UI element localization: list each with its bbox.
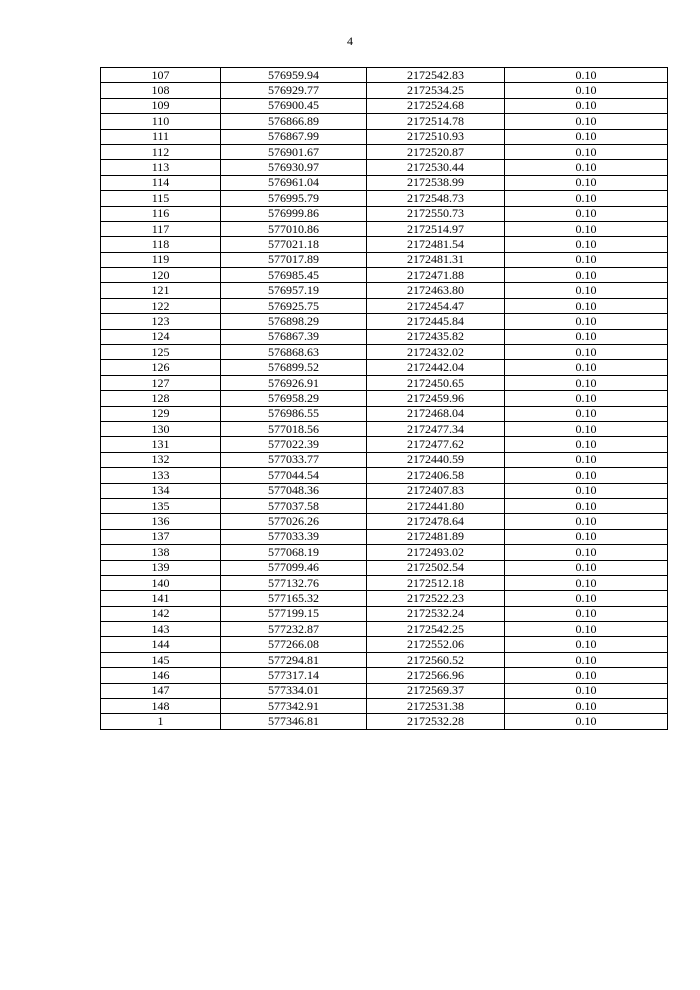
table-row [101, 421, 668, 436]
table-row [101, 98, 668, 113]
x-coordinate-cell: 577099.46 [221, 560, 367, 575]
x-coordinate-cell: 576925.75 [221, 298, 367, 313]
value-cell: 0.10 [505, 314, 668, 329]
value-cell: 0.10 [505, 237, 668, 252]
table-row [101, 144, 668, 159]
x-coordinate-cell: 576957.19 [221, 283, 367, 298]
value-cell: 0.10 [505, 329, 668, 344]
point-number-cell: 1 [101, 714, 221, 729]
table-row [101, 652, 668, 667]
table-row [101, 283, 668, 298]
point-number-cell: 115 [101, 191, 221, 206]
point-number-cell: 136 [101, 514, 221, 529]
point-number-cell: 146 [101, 668, 221, 683]
y-coordinate-cell: 2172442.04 [367, 360, 505, 375]
value-cell: 0.10 [505, 560, 668, 575]
y-coordinate-cell: 2172552.06 [367, 637, 505, 652]
point-number-cell: 139 [101, 560, 221, 575]
x-coordinate-cell: 576898.29 [221, 314, 367, 329]
x-coordinate-cell: 577199.15 [221, 606, 367, 621]
y-coordinate-cell: 2172471.88 [367, 268, 505, 283]
x-coordinate-cell: 577033.77 [221, 452, 367, 467]
x-coordinate-cell: 576926.91 [221, 375, 367, 390]
y-coordinate-cell: 2172530.44 [367, 160, 505, 175]
value-cell: 0.10 [505, 375, 668, 390]
value-cell: 0.10 [505, 514, 668, 529]
point-number-cell: 108 [101, 83, 221, 98]
x-coordinate-cell: 577018.56 [221, 421, 367, 436]
y-coordinate-cell: 2172542.25 [367, 622, 505, 637]
table-row [101, 360, 668, 375]
x-coordinate-cell: 577021.18 [221, 237, 367, 252]
point-number-cell: 121 [101, 283, 221, 298]
x-coordinate-cell: 577132.76 [221, 575, 367, 590]
y-coordinate-cell: 2172548.73 [367, 191, 505, 206]
value-cell: 0.10 [505, 545, 668, 560]
table-row [101, 606, 668, 621]
x-coordinate-cell: 577017.89 [221, 252, 367, 267]
point-number-cell: 144 [101, 637, 221, 652]
point-number-cell: 109 [101, 98, 221, 113]
x-coordinate-cell: 576900.45 [221, 98, 367, 113]
value-cell: 0.10 [505, 391, 668, 406]
point-number-cell: 128 [101, 391, 221, 406]
y-coordinate-cell: 2172560.52 [367, 652, 505, 667]
table-row [101, 668, 668, 683]
value-cell: 0.10 [505, 714, 668, 729]
value-cell: 0.10 [505, 160, 668, 175]
y-coordinate-cell: 2172550.73 [367, 206, 505, 221]
table-row [101, 683, 668, 698]
table-row [101, 498, 668, 513]
point-number-cell: 143 [101, 622, 221, 637]
table-row [101, 560, 668, 575]
x-coordinate-cell: 576959.94 [221, 68, 367, 83]
point-number-cell: 123 [101, 314, 221, 329]
x-coordinate-cell: 576995.79 [221, 191, 367, 206]
table-row [101, 622, 668, 637]
x-coordinate-cell: 577022.39 [221, 437, 367, 452]
point-number-cell: 137 [101, 529, 221, 544]
x-coordinate-cell: 577048.36 [221, 483, 367, 498]
table-row [101, 314, 668, 329]
table-row [101, 591, 668, 606]
table-row [101, 345, 668, 360]
value-cell: 0.10 [505, 283, 668, 298]
y-coordinate-cell: 2172512.18 [367, 575, 505, 590]
table-row [101, 452, 668, 467]
point-number-cell: 117 [101, 221, 221, 236]
value-cell: 0.10 [505, 252, 668, 267]
table-row [101, 68, 668, 83]
value-cell: 0.10 [505, 129, 668, 144]
y-coordinate-cell: 2172407.83 [367, 483, 505, 498]
value-cell: 0.10 [505, 529, 668, 544]
y-coordinate-cell: 2172522.23 [367, 591, 505, 606]
page-number: 4 [347, 34, 353, 48]
y-coordinate-cell: 2172406.58 [367, 468, 505, 483]
value-cell: 0.10 [505, 68, 668, 83]
table-row [101, 160, 668, 175]
x-coordinate-cell: 576866.89 [221, 114, 367, 129]
y-coordinate-cell: 2172534.25 [367, 83, 505, 98]
value-cell: 0.10 [505, 699, 668, 714]
y-coordinate-cell: 2172440.59 [367, 452, 505, 467]
point-number-cell: 142 [101, 606, 221, 621]
y-coordinate-cell: 2172481.54 [367, 237, 505, 252]
x-coordinate-cell: 577165.32 [221, 591, 367, 606]
y-coordinate-cell: 2172468.04 [367, 406, 505, 421]
x-coordinate-cell: 577317.14 [221, 668, 367, 683]
y-coordinate-cell: 2172481.31 [367, 252, 505, 267]
value-cell: 0.10 [505, 175, 668, 190]
coordinate-table-body [101, 68, 668, 730]
point-number-cell: 134 [101, 483, 221, 498]
table-row [101, 329, 668, 344]
point-number-cell: 135 [101, 498, 221, 513]
table-row [101, 406, 668, 421]
table-row [101, 483, 668, 498]
table-row [101, 83, 668, 98]
value-cell: 0.10 [505, 498, 668, 513]
y-coordinate-cell: 2172510.93 [367, 129, 505, 144]
y-coordinate-cell: 2172538.99 [367, 175, 505, 190]
point-number-cell: 112 [101, 144, 221, 159]
y-coordinate-cell: 2172520.87 [367, 144, 505, 159]
y-coordinate-cell: 2172454.47 [367, 298, 505, 313]
point-number-cell: 122 [101, 298, 221, 313]
table-row [101, 468, 668, 483]
table-row [101, 637, 668, 652]
x-coordinate-cell: 576958.29 [221, 391, 367, 406]
y-coordinate-cell: 2172463.80 [367, 283, 505, 298]
value-cell: 0.10 [505, 683, 668, 698]
table-row [101, 699, 668, 714]
table-row [101, 545, 668, 560]
point-number-cell: 120 [101, 268, 221, 283]
point-number-cell: 114 [101, 175, 221, 190]
value-cell: 0.10 [505, 191, 668, 206]
table-row [101, 375, 668, 390]
y-coordinate-cell: 2172450.65 [367, 375, 505, 390]
value-cell: 0.10 [505, 637, 668, 652]
point-number-cell: 127 [101, 375, 221, 390]
table-row [101, 514, 668, 529]
x-coordinate-cell: 577010.86 [221, 221, 367, 236]
point-number-cell: 129 [101, 406, 221, 421]
table-row [101, 298, 668, 313]
value-cell: 0.10 [505, 406, 668, 421]
x-coordinate-cell: 577033.39 [221, 529, 367, 544]
table-row [101, 575, 668, 590]
point-number-cell: 131 [101, 437, 221, 452]
x-coordinate-cell: 576867.39 [221, 329, 367, 344]
value-cell: 0.10 [505, 606, 668, 621]
x-coordinate-cell: 577068.19 [221, 545, 367, 560]
x-coordinate-cell: 577346.81 [221, 714, 367, 729]
y-coordinate-cell: 2172441.80 [367, 498, 505, 513]
point-number-cell: 126 [101, 360, 221, 375]
point-number-cell: 130 [101, 421, 221, 436]
value-cell: 0.10 [505, 622, 668, 637]
y-coordinate-cell: 2172435.82 [367, 329, 505, 344]
value-cell: 0.10 [505, 483, 668, 498]
table-row [101, 114, 668, 129]
x-coordinate-cell: 577334.01 [221, 683, 367, 698]
y-coordinate-cell: 2172502.54 [367, 560, 505, 575]
point-number-cell: 147 [101, 683, 221, 698]
x-coordinate-cell: 576986.55 [221, 406, 367, 421]
table-row [101, 714, 668, 729]
y-coordinate-cell: 2172477.62 [367, 437, 505, 452]
table-row [101, 221, 668, 236]
point-number-cell: 145 [101, 652, 221, 667]
point-number-cell: 138 [101, 545, 221, 560]
table-row [101, 129, 668, 144]
value-cell: 0.10 [505, 98, 668, 113]
y-coordinate-cell: 2172478.64 [367, 514, 505, 529]
point-number-cell: 111 [101, 129, 221, 144]
point-number-cell: 118 [101, 237, 221, 252]
x-coordinate-cell: 577044.54 [221, 468, 367, 483]
x-coordinate-cell: 577294.81 [221, 652, 367, 667]
y-coordinate-cell: 2172493.02 [367, 545, 505, 560]
y-coordinate-cell: 2172432.02 [367, 345, 505, 360]
x-coordinate-cell: 576929.77 [221, 83, 367, 98]
value-cell: 0.10 [505, 83, 668, 98]
value-cell: 0.10 [505, 575, 668, 590]
value-cell: 0.10 [505, 268, 668, 283]
point-number-cell: 119 [101, 252, 221, 267]
y-coordinate-cell: 2172532.28 [367, 714, 505, 729]
x-coordinate-cell: 577037.58 [221, 498, 367, 513]
value-cell: 0.10 [505, 206, 668, 221]
x-coordinate-cell: 576868.63 [221, 345, 367, 360]
x-coordinate-cell: 576985.45 [221, 268, 367, 283]
y-coordinate-cell: 2172531.38 [367, 699, 505, 714]
point-number-cell: 113 [101, 160, 221, 175]
x-coordinate-cell: 576961.04 [221, 175, 367, 190]
table-row [101, 175, 668, 190]
point-number-cell: 133 [101, 468, 221, 483]
coordinate-table [100, 67, 668, 730]
table-row [101, 191, 668, 206]
x-coordinate-cell: 576930.97 [221, 160, 367, 175]
table-row [101, 206, 668, 221]
x-coordinate-cell: 576899.52 [221, 360, 367, 375]
y-coordinate-cell: 2172459.96 [367, 391, 505, 406]
y-coordinate-cell: 2172566.96 [367, 668, 505, 683]
x-coordinate-cell: 577026.26 [221, 514, 367, 529]
value-cell: 0.10 [505, 360, 668, 375]
x-coordinate-cell: 577342.91 [221, 699, 367, 714]
y-coordinate-cell: 2172514.97 [367, 221, 505, 236]
y-coordinate-cell: 2172542.83 [367, 68, 505, 83]
value-cell: 0.10 [505, 652, 668, 667]
point-number-cell: 125 [101, 345, 221, 360]
value-cell: 0.10 [505, 468, 668, 483]
value-cell: 0.10 [505, 668, 668, 683]
value-cell: 0.10 [505, 221, 668, 236]
value-cell: 0.10 [505, 298, 668, 313]
table-row [101, 391, 668, 406]
table-row [101, 437, 668, 452]
value-cell: 0.10 [505, 144, 668, 159]
y-coordinate-cell: 2172477.34 [367, 421, 505, 436]
point-number-cell: 110 [101, 114, 221, 129]
y-coordinate-cell: 2172524.68 [367, 98, 505, 113]
point-number-cell: 116 [101, 206, 221, 221]
value-cell: 0.10 [505, 437, 668, 452]
table-row [101, 237, 668, 252]
x-coordinate-cell: 577266.08 [221, 637, 367, 652]
point-number-cell: 124 [101, 329, 221, 344]
value-cell: 0.10 [505, 345, 668, 360]
value-cell: 0.10 [505, 114, 668, 129]
value-cell: 0.10 [505, 421, 668, 436]
point-number-cell: 107 [101, 68, 221, 83]
table-row [101, 529, 668, 544]
point-number-cell: 141 [101, 591, 221, 606]
table-row [101, 268, 668, 283]
x-coordinate-cell: 577232.87 [221, 622, 367, 637]
y-coordinate-cell: 2172481.89 [367, 529, 505, 544]
value-cell: 0.10 [505, 591, 668, 606]
value-cell: 0.10 [505, 452, 668, 467]
x-coordinate-cell: 576901.67 [221, 144, 367, 159]
y-coordinate-cell: 2172532.24 [367, 606, 505, 621]
point-number-cell: 148 [101, 699, 221, 714]
y-coordinate-cell: 2172514.78 [367, 114, 505, 129]
y-coordinate-cell: 2172569.37 [367, 683, 505, 698]
x-coordinate-cell: 576999.86 [221, 206, 367, 221]
point-number-cell: 140 [101, 575, 221, 590]
point-number-cell: 132 [101, 452, 221, 467]
table-row [101, 252, 668, 267]
x-coordinate-cell: 576867.99 [221, 129, 367, 144]
y-coordinate-cell: 2172445.84 [367, 314, 505, 329]
